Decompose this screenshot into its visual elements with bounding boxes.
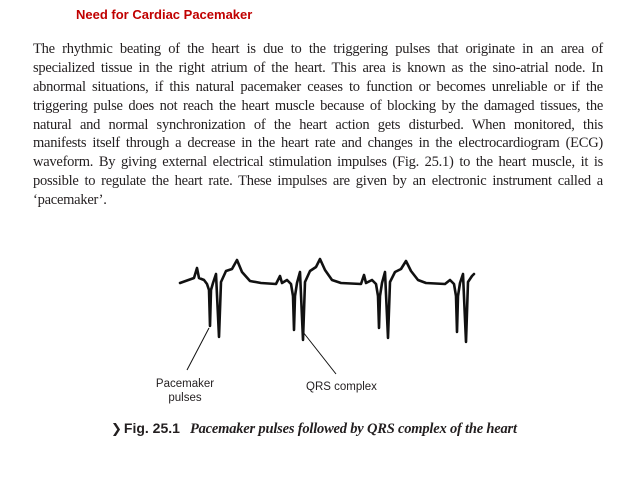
pacemaker-label-line2: pulses [168,392,202,404]
body-line: manifests itself through a decrease in the heart rate and changes in the electrocardiogram (ECG) [33,135,603,152]
ecg-figure [150,250,480,420]
body-line: natural and normal synchronization of the heart action gets disturbed. When monitored, this [33,116,603,133]
body-line: ‘pacemaker’. [33,192,107,209]
figure-caption [111,420,517,438]
body-line: possible to regulate the heart rate. These impulses are given by an electronic instrument called a [33,173,603,190]
pacemaker-pulses-label [150,377,220,405]
pacemaker-pointer-line [187,328,209,370]
figure-number: Fig. 25.1 [123,420,180,436]
qrs-complex-label: QRS complex [306,381,377,393]
body-line: specialized tissue in the right atrium of the heart. This area is known as the sino-atrial node. In [33,59,603,76]
slide-title: Need for Cardiac Pacemaker [76,7,253,22]
body-line: The rhythmic beating of the heart is due to the triggering pulses that originate in an area of [33,41,603,57]
body-paragraph [33,40,603,210]
qrs-pointer-line [303,332,336,374]
body-line: abnormal situations, if this natural pacemaker ceases to function or becomes unreliable or if the [33,78,603,95]
figure-caption-text: Pacemaker pulses followed by QRS complex of the heart [189,421,517,437]
body-line: waveform. By giving external electrical stimulation impulses (Fig. 25.1) to the heart muscle, it is [33,154,603,171]
body-line: triggering pulse does not reach the heart muscle because of blocking by the damaged tissues, the [33,97,603,114]
pacemaker-label-line1: Pacemaker [155,378,215,390]
chevron-right-icon: ❯ [111,422,122,437]
ecg-trace [180,259,474,342]
